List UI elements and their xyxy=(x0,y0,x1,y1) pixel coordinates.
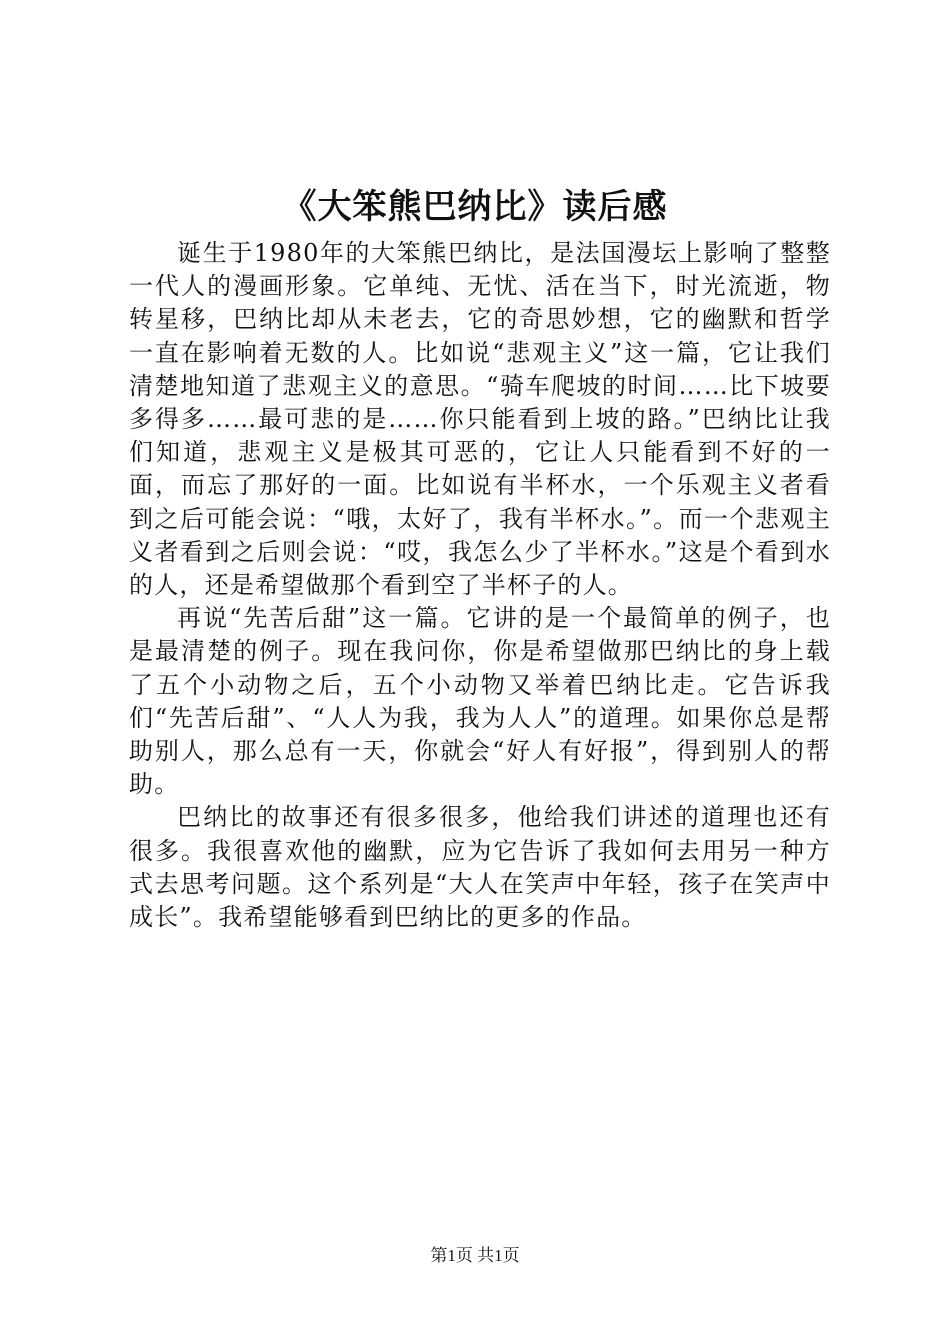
page-footer: 第1页 共1页 xyxy=(430,1246,520,1265)
document-title: 《大笨熊巴纳比》读后感 xyxy=(282,187,668,227)
paragraph-1: 诞生于1980年的大笨熊巴纳比，是法国漫坛上影响了整整一代人的漫画形象。它单纯、无忧、活在当下，时光流逝，物转星移，巴纳比却从未老去，它的奇思妙想，它的幽默和哲学一直在影响着无数的人。比如说“悲观主义”这一篇，它让我们清楚地知道了悲观主义的意思。“骑车爬坡的时间……比下坡要多得多……最可悲的是……你只能看到上坡的路。”巴纳比让我们知道，悲观主义是极其可恶的，它让人只能看到不好的一面，而忘了那好的一面。比如说有半杯水，一个乐观主义者看到之后可能会说：“哦，太好了，我有半杯水。”。而一个悲观主义者看到之后则会说：“哎，我怎么少了半杯水。”这是个看到水的人，还是希望做那个看到空了半杯子的人。 xyxy=(129,239,831,600)
document-body xyxy=(129,237,831,934)
paragraph-2: 再说“先苦后甜”这一篇。它讲的是一个最简单的例子，也是最清楚的例子。现在我问你，你是希望做那巴纳比的身上载了五个小动物之后，五个小动物又举着巴纳比走。它告诉我们“先苦后甜”、“人人为我，我为人人”的道理。如果你总是帮助别人，那么总有一天，你就会“好人有好报”，得到别人的帮助。 xyxy=(129,604,831,799)
paragraph-3: 巴纳比的故事还有很多很多，他给我们讲述的道理也还有很多。我很喜欢他的幽默，应为它告诉了我如何去用另一种方式去思考问题。这个系列是“大人在笑声中年轻，孩子在笑声中成长”。我希望能够看到巴纳比的更多的作品。 xyxy=(129,803,831,932)
